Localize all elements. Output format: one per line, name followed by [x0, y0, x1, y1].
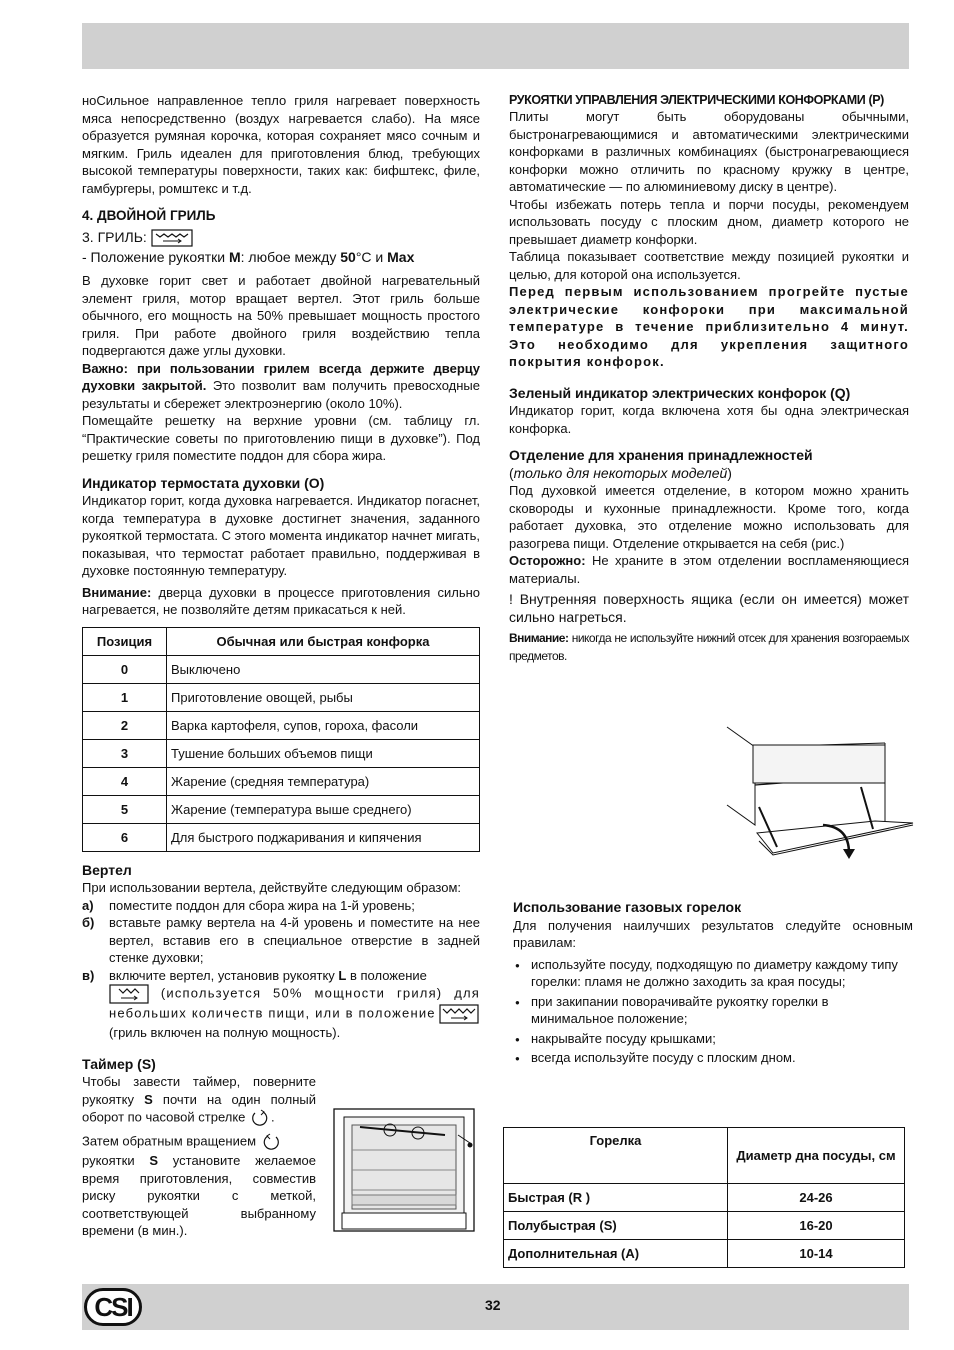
list-item: ● используйте посуду, подходящую по диаметру каждому типу горелки: пламя не должно заходить за края посуды; [513, 956, 913, 991]
important-rest: Это позволит вам получить превосходные результаты и сбережет электроэнергию (около 10%). [82, 378, 481, 411]
step-key: в) [82, 967, 95, 983]
burner-diameter: 10-14 [728, 1240, 905, 1268]
green-indicator-text: Индикатор горит, когда включена хотя бы одна электрическая конфорка. [509, 403, 909, 436]
gas-intro: Для получения наилучших результатов следуйте основным правилам: [513, 917, 913, 950]
timer-4: рукоятки [82, 1153, 150, 1169]
description-cell: Варка картофеля, супов, гороха, фасоли [167, 711, 480, 739]
step-key: б) [82, 915, 95, 931]
position-cell: 4 [83, 767, 167, 795]
elec-p2: Чтобы избежать потерь тепла и порчи посуды, рекомендуем использовать посуду с плоским дном, диаметр которого не превышает диаметр конфорки. [509, 196, 909, 247]
table-header-row [83, 627, 480, 655]
step-c-l: L [338, 967, 347, 983]
gas-title: Использование газовых горелок [513, 899, 742, 915]
table-row [83, 683, 480, 711]
spit-steps [82, 897, 480, 1042]
list-item [82, 897, 480, 915]
knob-line-a: - Положение рукоятки [82, 248, 229, 265]
list-item [82, 914, 480, 967]
table-row [83, 767, 480, 795]
burner-diameter-table [503, 1127, 905, 1268]
knob-m: M [228, 248, 241, 265]
list-item: ● всегда используйте посуду с плоским дном. [513, 1049, 913, 1067]
elec-p1: Плиты могут быть оборудованы обычными, быстронагревающимися и автоматическими электрическими конфорками в различных комбинациях (быстронагревающиеся конфорки можно отличить по красному кружку в центре, автоматические — по алюминиевому диску в центре). [509, 109, 909, 194]
attention-note [82, 584, 480, 619]
timer-s2: S [149, 1153, 159, 1169]
storage-text: Под духовкой имеется отделение, в котором можно хранить сковороды и кухонные принадлежности. Кроме того, когда работает духовка, это отделение можно использовать для разогрева пищи. Отделение открывается на себя (рис.) [509, 483, 909, 551]
table-row [83, 711, 480, 739]
list-item [82, 967, 480, 1042]
description-cell: Выключено [167, 655, 480, 683]
attention-bold: Внимание: [82, 584, 152, 600]
grill-line [82, 229, 480, 247]
position-cell: 0 [83, 655, 167, 683]
table-header-burner: Обычная или быстрая конфорка [167, 627, 480, 655]
grill-intro: ноСильное направленное тепло гриля нагревает поверхность мяса непосредственно (воздух нагревается слабо). На мясе образуется румяная корочка, которая сохраняет мясо сочным и мягким. Гриль идеален для приготовления блюд, требующих высокой температуры поверхности, таких как: бифштекс, филе, гамбургеры, ромштекс и т.д. [82, 93, 480, 196]
step-text [109, 967, 480, 1042]
careful-rest: Не храните в этом отделении воспламеняющиеся материалы. [509, 553, 909, 586]
double-grill-icon [151, 229, 193, 247]
right-column [509, 92, 909, 665]
elec-title: РУКОЯТКИ УПРАВЛЕНИЯ ЭЛЕКТРИЧЕСКИМИ КОНФОРКАМИ (P) [509, 93, 884, 107]
timer-title: Таймер (S) [82, 1055, 156, 1072]
table-row [504, 1212, 905, 1240]
clockwise-arrow-icon [249, 1108, 271, 1128]
step-text: вставьте рамку вертела на 4-й уровень и поместите на нее вертел, вставив его в специальное отверстие в задней стенке духовки; [109, 915, 480, 966]
storage-drawer-illustration [725, 725, 915, 865]
position-cell: 5 [83, 795, 167, 823]
knob-position-line [82, 249, 480, 267]
place-rack-text: Помещайте решетку на верхние уровни (см. таблицу гл. “Практические советы по приготовлению пищи в духовке”). Под решетку гриля поместите поддон для сбора жира. [82, 413, 480, 464]
step-c1: включите вертел, установив рукоятку [109, 967, 339, 983]
timer-s: S [144, 1091, 153, 1107]
careful-bold: Осторожно: [509, 553, 586, 568]
important-bold: Важно: при пользовании грилем всегда держите дверцу духовки закрытой. [82, 360, 480, 394]
description-cell: Жарение (температура выше среднего) [167, 795, 480, 823]
half-grill-icon [109, 984, 149, 1004]
hot-surface-warning: ! Внутренняя поверхность ящика (если он имеется) может сильно нагреться. [509, 591, 909, 625]
attention-storage [509, 630, 909, 665]
double-grill-title: 4. ДВОЙНОЙ ГРИЛЬ [82, 208, 216, 223]
oven-spit-illustration [330, 1095, 480, 1235]
position-cell: 6 [83, 823, 167, 851]
left-column [82, 92, 480, 1240]
step-c4: (гриль включен на полную мощность). [109, 1025, 341, 1041]
green-indicator-title: Зеленый индикатор электрических конфорок (Q) [509, 384, 851, 401]
table-row [83, 739, 480, 767]
burner-diameter: 16-20 [728, 1212, 905, 1240]
list-item: ● накрывайте посуду крышками; [513, 1030, 913, 1048]
storage-subtitle [509, 465, 909, 483]
page-number: 32 [485, 1297, 501, 1313]
important-note [82, 360, 480, 413]
table-row [83, 655, 480, 683]
description-cell: Жарение (средняя температура) [167, 767, 480, 795]
gas-rules-list [513, 956, 913, 1067]
table-header-row [504, 1128, 905, 1184]
knob-line-b: : любое между [240, 248, 341, 265]
timer-2: почти на один полный оборот по часовой стрелке [82, 1091, 316, 1125]
counterclockwise-arrow-icon [260, 1132, 282, 1152]
storage-sub-a: ( [509, 464, 514, 481]
position-cell: 1 [83, 683, 167, 711]
grill-label: 3. ГРИЛЬ: [82, 228, 147, 245]
table-row [83, 795, 480, 823]
spit-intro: При использовании вертела, действуйте следующим образом: [82, 880, 461, 896]
step-key: а) [82, 897, 94, 913]
header-diameter: Диаметр дна посуды, см [728, 1128, 905, 1184]
storage-title: Отделение для хранения принадлежностей [509, 447, 813, 463]
burner-name: Дополнительная (А) [504, 1240, 728, 1268]
knob-max: Max [387, 248, 415, 265]
elec-p3: Таблица показывает соответствие между позицией рукоятки и целью, для которой она используется. [509, 249, 909, 282]
burner-position-table [82, 627, 480, 852]
thermostat-text: Индикатор горит, когда духовка нагревается. Индикатор погаснет, когда температура в духовке достигнет значения, заданного рукояткой термостата. С этого момента индикатор начнет мигать, показывая, что термостат работает правильно, поддерживая в духовке постоянную температуру. [82, 493, 480, 579]
attention2-bold: Внимание: [509, 631, 569, 645]
attention2-rest: никогда не используйте нижний отсек для хранения возгораемых предметов. [509, 631, 909, 663]
spit-title: Вертел [82, 861, 132, 878]
burner-name: Быстрая (R ) [504, 1184, 728, 1212]
full-grill-icon [439, 1004, 479, 1024]
thermostat-title: Индикатор термостата духовки (O) [82, 474, 325, 491]
description-cell: Тушение больших объемов пищи [167, 739, 480, 767]
list-item: ● при закипании поворачивайте рукоятку горелки в минимальное положение; [513, 993, 913, 1028]
position-cell: 3 [83, 739, 167, 767]
header-bar [82, 23, 909, 69]
step-c2: в положение [346, 967, 427, 983]
table-row [504, 1240, 905, 1268]
table-row [504, 1184, 905, 1212]
csi-logo: CSI [84, 1288, 142, 1326]
double-grill-text: В духовке горит свет и работает двойной нагревательный элемент гриля, мотор вращает вертел. Этот гриль больше обычного, его мощность на 50% превышает мощность простого гриля. При работе двойного гриля воздействию тепла подвергаются даже углы духовки. [82, 273, 480, 359]
gas-burners-section [513, 899, 913, 1069]
step-c3: (используется 50% мощности гриля) для небольших количеств пищи, или в положение [109, 985, 480, 1021]
storage-sub-i: только для некоторых моделей [513, 464, 728, 481]
footer-bar [82, 1284, 909, 1330]
timer-3: Затем обратным вращением [82, 1133, 257, 1149]
timer-1: Чтобы завести таймер, поверните рукоятку [82, 1074, 316, 1107]
description-cell: Приготовление овощей, рыбы [167, 683, 480, 711]
table-row [83, 823, 480, 851]
table-header-position: Позиция [83, 627, 167, 655]
elec-bold-warning: Перед первым использованием прогрейте пустые электрические конфороки при максимальной температуре в течение приблизительно 4 минут. Это необходимо для укрепления защитного покрытия конфорок. [509, 284, 909, 369]
burner-diameter: 24-26 [728, 1184, 905, 1212]
step-text: поместите поддон для сбора жира на 1-й уровень; [109, 897, 415, 913]
burner-name: Полубыстрая (S) [504, 1212, 728, 1240]
knob-50: 50 [340, 248, 356, 265]
description-cell: Для быстрого поджаривания и кипячения [167, 823, 480, 851]
position-cell: 2 [83, 711, 167, 739]
timer-text: Чтобы завести таймер, поверните рукоятку S почти на один полный оборот по часовой стрелке . Затем обратным вращением рукоятки S установите желаемое время приготовления, совместив риску рукоятки с меткой, соответствующей выбранному времени (в мин.). [82, 1074, 317, 1239]
careful-note [509, 552, 909, 587]
knob-line-c: °С и [355, 248, 388, 265]
timer-5: установите желаемое время приготовления, совместив риску рукоятки с меткой, соответствующей выбранному времени (в мин.). [82, 1153, 317, 1239]
storage-sub-b: ) [727, 464, 732, 481]
attention-rest: дверца духовки в процессе приготовления сильно нагревается, не позволяйте детям прикасаться к ней. [82, 584, 480, 618]
header-burner: Горелка [504, 1128, 728, 1184]
